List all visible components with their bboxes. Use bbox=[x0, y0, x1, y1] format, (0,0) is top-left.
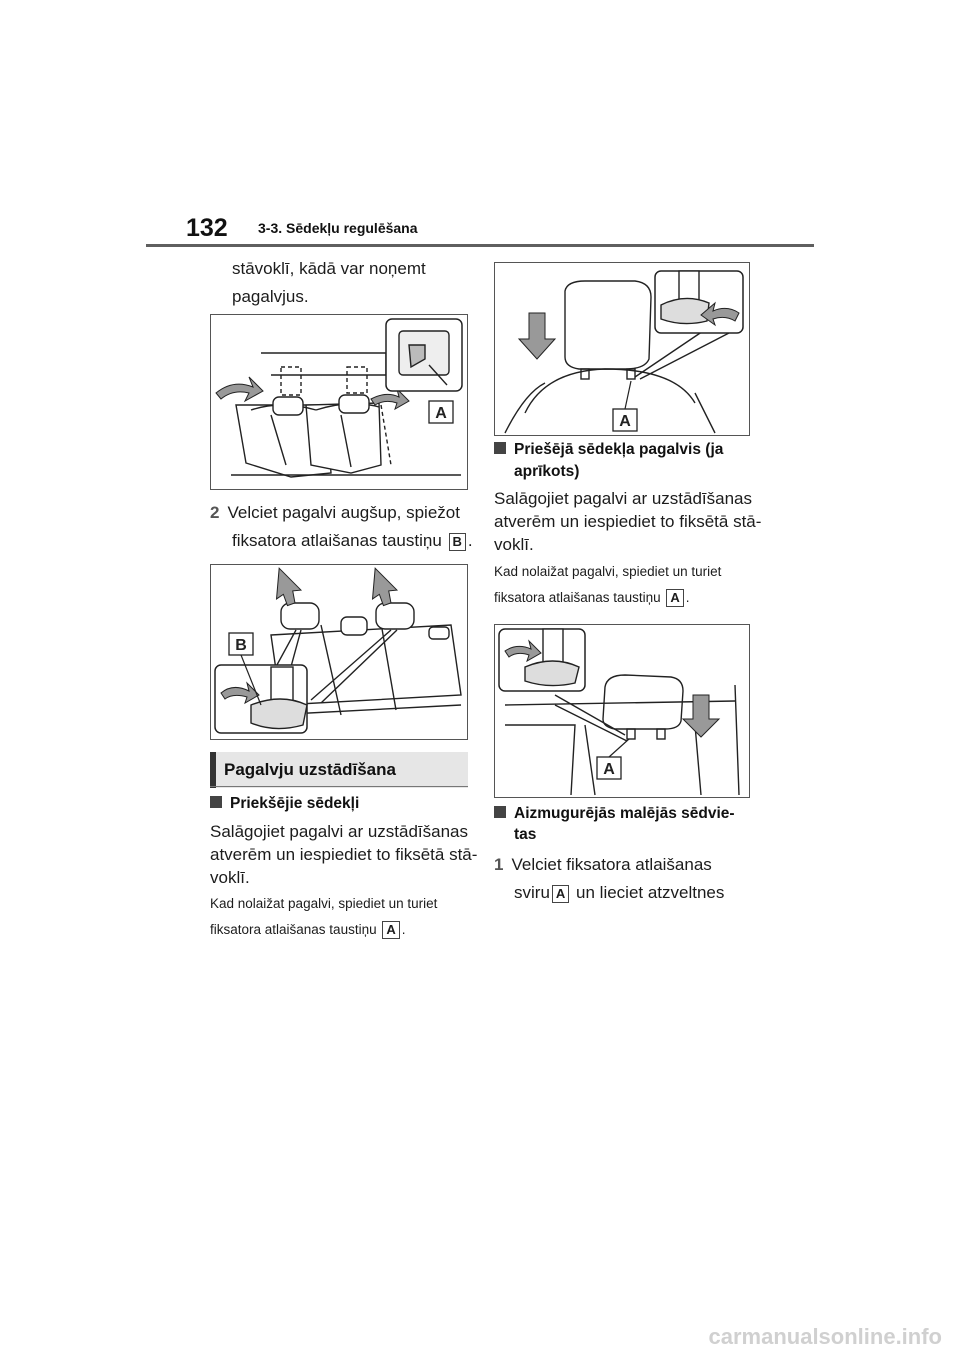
rear-seat-lever-illustration bbox=[211, 315, 467, 489]
rear-middle-para-line2: atverēm un iespiediet to fiksētā stā- bbox=[494, 512, 762, 531]
front-note-text2: fiksatora atlaišanas taustiņu bbox=[210, 922, 377, 937]
continued-text-line1: stāvoklī, kādā var noņemt bbox=[232, 259, 426, 278]
step2-number: 2 bbox=[210, 503, 220, 522]
front-seats-title-text: Priekšējie sēdekļi bbox=[230, 795, 360, 812]
figure-headrest-remove bbox=[210, 564, 468, 740]
rear-middle-title-text1: Priešējā sēdekļa pagalvis (ja bbox=[514, 441, 724, 458]
figure-rear-seat-lever bbox=[210, 314, 468, 490]
outer-seats-title-text1: Aizmugurējās malējās sēdvie- bbox=[514, 805, 735, 822]
rear-middle-para-line3: voklī. bbox=[494, 535, 534, 554]
figure3-callout-label: A bbox=[619, 413, 631, 430]
bullet-square bbox=[494, 442, 506, 454]
step2-key-badge: B bbox=[449, 533, 466, 551]
section-heading-band bbox=[210, 752, 468, 788]
watermark: carmanualsonline.info bbox=[708, 1324, 942, 1349]
figure4-callout-label: A bbox=[603, 761, 615, 778]
step1-number: 1 bbox=[494, 855, 504, 874]
step1-line1 bbox=[494, 852, 712, 878]
step1-text2-pre: sviru bbox=[514, 883, 550, 902]
step2-text2: fiksatora atlaišanas taustiņu bbox=[232, 531, 442, 550]
front-note-line2: fiksatora atlaišanas taustiņu A . bbox=[210, 922, 406, 938]
rear-middle-note-line1: Kad nolaižat pagalvi, spiediet un turiet bbox=[494, 564, 722, 579]
bullet-square bbox=[494, 806, 506, 818]
front-note-line1: Kad nolaižat pagalvi, spiediet un turiet bbox=[210, 896, 438, 911]
figure-rear-headrest-install bbox=[494, 624, 750, 798]
rear-middle-note-line2: fiksatora atlaišanas taustiņu A . bbox=[494, 590, 690, 606]
bullet-square bbox=[210, 796, 222, 808]
rear-middle-headrest-illustration bbox=[495, 263, 749, 435]
rear-middle-title-line1 bbox=[494, 438, 723, 462]
page-number: 132 bbox=[186, 214, 228, 242]
front-para-line3: voklī. bbox=[210, 868, 250, 887]
step2-text1: Velciet pagalvi augšup, spiežot bbox=[227, 503, 460, 522]
figure-rear-middle-headrest bbox=[494, 262, 750, 436]
rear-middle-key-badge: A bbox=[666, 589, 683, 607]
rear-middle-title-line2: aprīkots) bbox=[514, 463, 580, 480]
front-key-badge: A bbox=[382, 921, 399, 939]
heading-underline bbox=[210, 786, 468, 787]
rear-middle-para-line1: Salāgojiet pagalvi ar uzstādīšanas bbox=[494, 489, 752, 508]
headrest-remove-illustration bbox=[211, 565, 467, 739]
front-seats-title bbox=[210, 792, 359, 816]
step2-line2: fiksatora atlaišanas taustiņu B . bbox=[232, 531, 473, 550]
step1-line2 bbox=[514, 880, 724, 906]
front-para-line2: atverēm un iespiediet to fiksētā stā- bbox=[210, 845, 478, 864]
step2-line1 bbox=[210, 500, 460, 526]
step1-key-badge: A bbox=[552, 885, 569, 903]
rear-headrest-install-illustration bbox=[495, 625, 749, 797]
outer-seats-title-line2: tas bbox=[514, 826, 537, 843]
front-para-line1: Salāgojiet pagalvi ar uzstādīšanas bbox=[210, 822, 468, 841]
figure1-callout-label: A bbox=[435, 405, 447, 422]
step1-text2-post: un lieciet atzveltnes bbox=[576, 883, 725, 902]
step1-text1: Velciet fiksatora atlaišanas bbox=[511, 855, 712, 874]
section-title: 3-3. Sēdekļu regulēšana bbox=[258, 220, 418, 236]
header-rule bbox=[146, 244, 814, 247]
continued-text-line2: pagalvjus. bbox=[232, 287, 309, 306]
rear-middle-note-text2: fiksatora atlaišanas taustiņu bbox=[494, 590, 661, 605]
section-heading: Pagalvju uzstādīšana bbox=[224, 760, 396, 779]
figure2-callout-label: B bbox=[235, 637, 247, 654]
